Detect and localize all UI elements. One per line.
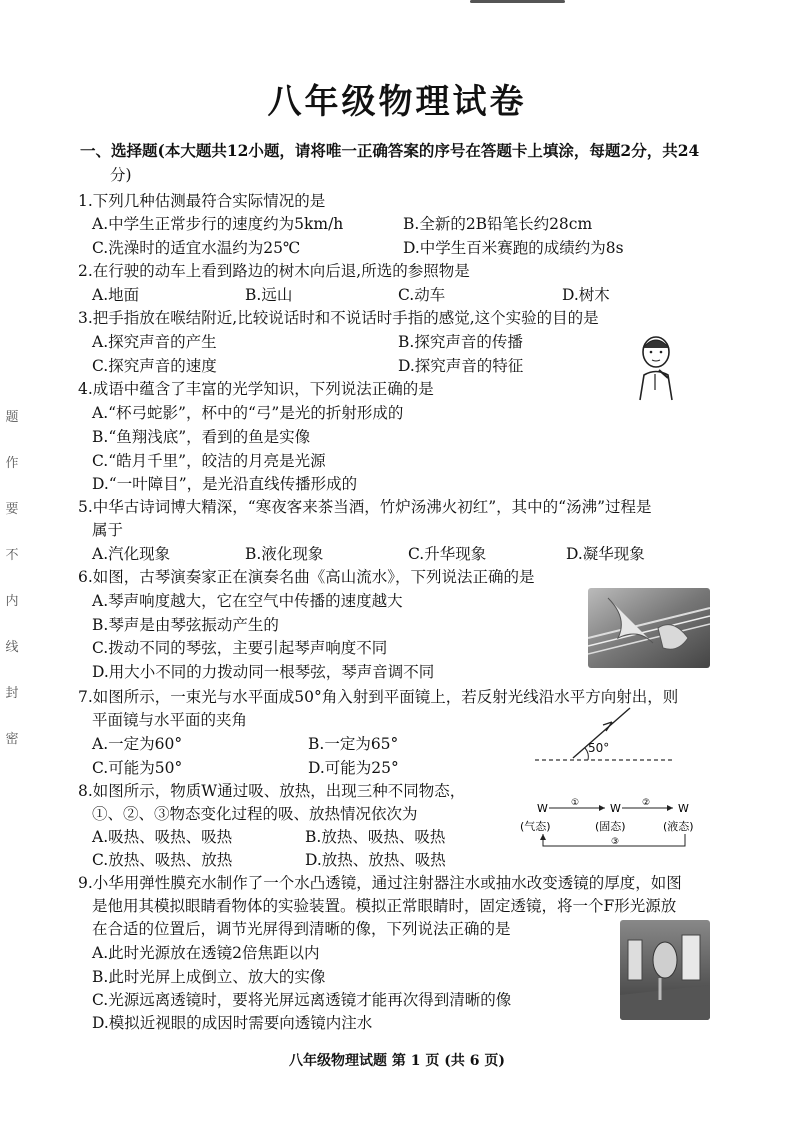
q7-stem-cont: 平面镜与水平面的夹角 (92, 711, 248, 729)
section-heading-cont: 分) (110, 166, 132, 184)
margin-char: 作 (5, 456, 19, 471)
q8-state-liquid: (液态) (663, 820, 694, 833)
q3-option-c: C.探究声音的速度 (92, 357, 217, 375)
q8-option-d: D.放热、放热、吸热 (305, 851, 446, 869)
q9-option-d: D.模拟近视眼的成因时需要向透镜内注水 (92, 1014, 373, 1032)
q1-option-a: A.中学生正常步行的速度约为5km/h (92, 215, 344, 233)
q5-option-a: A.汽化现象 (92, 545, 171, 563)
q8-option-a: A.吸热、吸热、吸热 (92, 828, 233, 846)
q9-option-c: C.光源远离透镜时，要将光屏远离透镜才能再次得到清晰的像 (92, 991, 512, 1009)
q8-state-change-figure (515, 794, 705, 854)
q8-w-liquid: W (678, 802, 689, 815)
q8-process-2: ② (642, 798, 651, 808)
q7-stem: 7.如图所示，一束光与水平面成50°角入射到平面镜上，若反射光线沿水平方向射出，则 (78, 688, 679, 706)
q2-option-c: C.动车 (398, 286, 446, 304)
margin-char: 要 (5, 502, 19, 517)
q5-option-d: D.凝华现象 (566, 545, 645, 563)
q7-light-ray-figure (530, 700, 680, 766)
q6-guqin-photo (588, 588, 710, 668)
q4-option-d: D.“一叶障目”，是光沿直线传播形成的 (92, 475, 358, 493)
q9-water-lens-photo (620, 920, 710, 1020)
q7-option-b: B.一定为65° (308, 735, 399, 753)
q9-option-b: B.此时光屏上成倒立、放大的实像 (92, 968, 326, 986)
q7-option-c: C.可能为50° (92, 759, 183, 777)
q6-option-c: C.拨动不同的琴弦，主要引起琴声响度不同 (92, 639, 388, 657)
q8-process-3: ③ (611, 837, 620, 847)
page-footer: 八年级物理试题 第 1 页 (共 6 页) (289, 1053, 505, 1069)
margin-char: 题 (5, 410, 19, 425)
q6-option-b: B.琴声是由琴弦振动产生的 (92, 616, 279, 634)
q5-option-c: C.升华现象 (408, 545, 487, 563)
q8-w-gas: W (537, 802, 548, 815)
margin-char: 封 (5, 686, 19, 701)
q2-stem: 2.在行驶的动车上看到路边的树木向后退,所选的参照物是 (78, 262, 470, 280)
margin-char: 线 (5, 640, 19, 655)
q6-option-d: D.用大小不同的力拨动同一根琴弦，琴声音调不同 (92, 663, 435, 681)
q2-option-a: A.地面 (92, 286, 140, 304)
q1-option-b: B.全新的2B铅笔长约28cm (403, 215, 593, 233)
q8-process-1: ① (571, 798, 580, 808)
q4-option-c: C.“皓月千里”，皎洁的月亮是光源 (92, 452, 326, 470)
binding-margin-text (4, 395, 20, 763)
q8-state-solid: (固态) (595, 820, 626, 833)
q4-stem: 4.成语中蕴含了丰富的光学知识，下列说法正确的是 (78, 380, 434, 398)
q1-option-c: C.洗澡时的适宜水温约为25℃ (92, 239, 301, 257)
q4-option-b: B.“鱼翔浅底”，看到的鱼是实像 (92, 428, 311, 446)
q9-option-a: A.此时光源放在透镜2倍焦距以内 (92, 944, 320, 962)
q6-option-a: A.琴声响度越大，它在空气中传播的速度越大 (92, 592, 403, 610)
q3-figure-person (626, 330, 690, 402)
q7-angle-label: 50° (588, 741, 610, 755)
q5-option-b: B.液化现象 (245, 545, 324, 563)
q8-w-solid: W (610, 802, 621, 815)
q5-stem: 5.中华古诗词博大精深，“寒夜客来茶当酒，竹炉汤沸火初红”，其中的“汤沸”过程是 (78, 498, 652, 516)
q8-state-gas: (气态) (520, 820, 551, 833)
q4-option-a: A.“杯弓蛇影”，杯中的“弓”是光的折射形成的 (92, 404, 404, 422)
margin-char: 密 (5, 732, 19, 747)
q8-option-b: B.放热、吸热、吸热 (305, 828, 446, 846)
q9-stem-cont2: 在合适的位置后，调节光屏得到清晰的像，下列说法正确的是 (92, 920, 511, 938)
q2-option-d: D.树木 (562, 286, 610, 304)
q7-option-d: D.可能为25° (308, 759, 399, 777)
q7-option-a: A.一定为60° (92, 735, 183, 753)
page-title: 八年级物理试卷 (267, 82, 527, 122)
q3-option-b: B.探究声音的传播 (398, 333, 523, 351)
q9-stem: 9.小华用弹性膜充水制作了一个水凸透镜，通过注射器注水或抽水改变透镜的厚度，如图 (78, 874, 682, 892)
q8-option-c: C.放热、吸热、放热 (92, 851, 233, 869)
q9-stem-cont1: 是他用其模拟眼睛看物体的实验装置。模拟正常眼睛时，固定透镜，将一个F形光源放 (92, 897, 677, 915)
q3-option-d: D.探究声音的特征 (398, 357, 524, 375)
margin-char: 不 (5, 548, 19, 563)
margin-char: 内 (5, 594, 19, 609)
q3-stem: 3.把手指放在喉结附近,比较说话时和不说话时手指的感觉,这个实验的目的是 (78, 309, 599, 327)
scan-mark (470, 0, 565, 3)
section-heading: 一、选择题(本大题共12小题，请将唯一正确答案的序号在答题卡上填涂，每题2分，共24 (80, 141, 700, 160)
q6-stem: 6.如图，古琴演奏家正在演奏名曲《高山流水》，下列说法正确的是 (78, 568, 535, 586)
q3-option-a: A.探究声音的产生 (92, 333, 217, 351)
q8-stem-cont: ①、②、③物态变化过程的吸、放热情况依次为 (92, 805, 418, 823)
q1-option-d: D.中学生百米赛跑的成绩约为8s (403, 239, 624, 257)
q2-option-b: B.远山 (245, 286, 293, 304)
q8-stem: 8.如图所示，物质W通过吸、放热，出现三种不同物态， (78, 782, 466, 800)
q1-stem: 1.下列几种估测最符合实际情况的是 (78, 192, 326, 210)
q5-stem-cont: 属于 (92, 521, 124, 539)
